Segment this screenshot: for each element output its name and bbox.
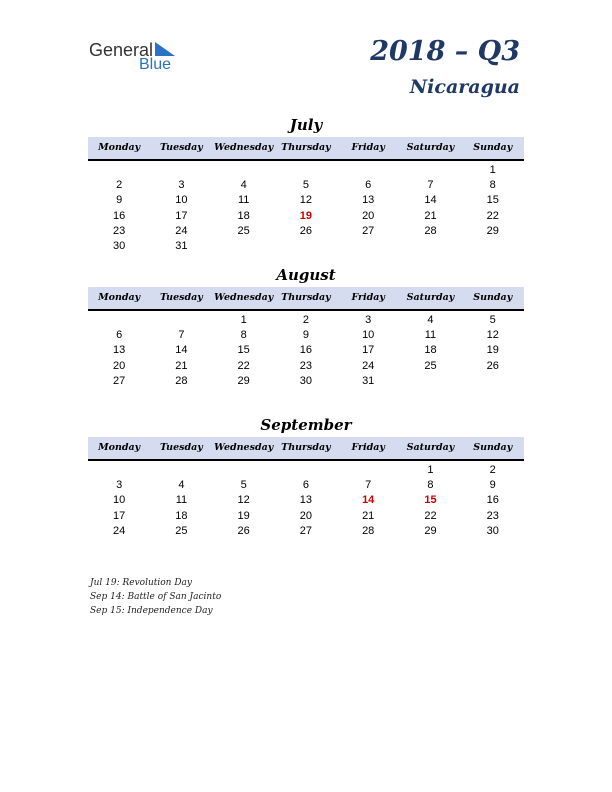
week-row (88, 328, 524, 343)
day-cell: 6 (365, 179, 372, 192)
month-september (88, 416, 524, 539)
day-cell: 18 (237, 209, 250, 222)
week-row (88, 493, 524, 508)
day-cell: 21 (362, 509, 375, 522)
weekday-header (88, 287, 524, 311)
day-cell: 12 (237, 494, 250, 507)
day-cell: 20 (362, 209, 375, 222)
empty-day-cell (462, 374, 524, 389)
weekday-label: Tuesday (159, 292, 203, 303)
week-row (88, 239, 524, 254)
page-title: 2018 – Q3 (370, 36, 520, 67)
generalblue-logo (89, 38, 189, 78)
day-cell: 20 (113, 359, 126, 372)
day-cell: 22 (237, 359, 250, 372)
empty-day-cell (337, 463, 399, 478)
day-cell: 21 (424, 209, 437, 222)
day-cell: 11 (175, 494, 188, 507)
week-row (88, 178, 524, 193)
day-cell: 20 (299, 509, 313, 522)
day-cell: 27 (113, 374, 126, 387)
day-cell: 30 (113, 239, 126, 252)
day-cell: 1 (240, 314, 247, 326)
weekday-label: Friday (351, 292, 385, 303)
week-row (88, 193, 524, 208)
weekday-label: Thursday (281, 442, 331, 453)
day-cell: 3 (178, 179, 185, 192)
weekday-label: Saturday (406, 442, 455, 453)
day-cell: 13 (299, 494, 313, 507)
week-row (88, 224, 524, 239)
weekday-label: Saturday (406, 142, 455, 153)
holiday-note: Sep 15: Independence Day (90, 606, 213, 616)
week-row (88, 478, 524, 493)
weekday-label: Monday (98, 442, 141, 453)
month-grid (88, 463, 524, 539)
day-cell: 31 (362, 374, 375, 387)
day-cell: 26 (486, 359, 499, 372)
day-cell: 24 (362, 359, 375, 372)
day-cell: 22 (424, 509, 437, 522)
day-cell: 1 (489, 164, 496, 176)
empty-day-cell (337, 163, 399, 178)
day-cell: 29 (237, 374, 250, 387)
day-cell: 28 (362, 524, 375, 537)
day-cell: 2 (116, 179, 123, 192)
day-cell: 23 (113, 224, 126, 237)
empty-day-cell (399, 163, 461, 178)
day-cell: 7 (427, 179, 434, 192)
day-cell: 11 (424, 329, 437, 342)
day-cell: 10 (175, 194, 188, 207)
month-title: July (289, 116, 323, 134)
holiday-note: Sep 14: Battle of San Jacinto (90, 592, 222, 602)
day-cell: 9 (489, 479, 496, 492)
day-cell: 17 (113, 509, 126, 522)
logo-word-blue: Blue (139, 56, 172, 73)
weekday-label: Sunday (473, 442, 513, 453)
day-cell: 3 (116, 479, 123, 492)
day-cell: 28 (175, 374, 188, 387)
day-cell: 9 (116, 194, 123, 207)
country-name: Nicaragua (409, 76, 520, 98)
day-cell: 14 (175, 344, 188, 357)
day-cell: 17 (175, 209, 188, 222)
empty-day-cell (213, 463, 275, 478)
empty-day-cell (213, 239, 275, 254)
day-cell: 9 (302, 329, 309, 342)
empty-day-cell (399, 374, 461, 389)
day-cell: 11 (237, 194, 250, 207)
day-cell: 15 (424, 494, 437, 507)
day-cell: 4 (240, 179, 247, 192)
month-july (88, 116, 524, 254)
empty-day-cell (213, 163, 275, 178)
day-cell: 24 (175, 224, 188, 237)
day-cell: 31 (175, 239, 188, 252)
week-row (88, 374, 524, 389)
empty-day-cell (337, 239, 399, 254)
day-cell: 12 (299, 194, 313, 207)
day-cell: 4 (178, 479, 185, 492)
day-cell: 18 (424, 344, 437, 357)
day-cell: 8 (489, 179, 496, 192)
holiday-note: Jul 19: Revolution Day (90, 578, 193, 588)
day-cell: 5 (489, 314, 496, 326)
weekday-label: Saturday (406, 292, 455, 303)
day-cell: 19 (299, 209, 313, 222)
day-cell: 24 (113, 524, 126, 537)
week-row (88, 209, 524, 224)
day-cell: 10 (113, 494, 126, 507)
day-cell: 13 (113, 344, 126, 357)
logo-word-general: General (89, 40, 154, 60)
day-cell: 6 (302, 479, 309, 492)
day-cell: 25 (424, 359, 437, 372)
week-row (88, 524, 524, 539)
weekday-label: Wednesday (214, 292, 274, 303)
empty-day-cell (88, 463, 150, 478)
week-row (88, 343, 524, 358)
day-cell: 1 (427, 464, 434, 476)
day-cell: 15 (237, 344, 250, 357)
month-grid (88, 313, 524, 389)
day-cell: 16 (113, 209, 126, 222)
day-cell: 29 (486, 224, 499, 237)
weekday-label: Friday (351, 142, 385, 153)
empty-day-cell (275, 463, 337, 478)
empty-day-cell (88, 163, 150, 178)
weekday-label: Thursday (281, 292, 331, 303)
week-row (88, 163, 524, 178)
weekday-label: Tuesday (159, 142, 203, 153)
holiday-notes (90, 576, 221, 618)
empty-day-cell (275, 239, 337, 254)
day-cell: 5 (240, 479, 247, 492)
day-cell: 7 (178, 329, 185, 342)
day-cell: 27 (362, 224, 375, 237)
day-cell: 16 (299, 344, 313, 357)
day-cell: 3 (365, 314, 372, 326)
day-cell: 7 (365, 479, 372, 492)
day-cell: 18 (175, 509, 188, 522)
day-cell: 25 (175, 524, 188, 537)
day-cell: 19 (237, 509, 250, 522)
month-title: September (260, 416, 352, 434)
day-cell: 22 (486, 209, 499, 222)
day-cell: 19 (486, 344, 499, 357)
empty-day-cell (150, 313, 212, 328)
day-cell: 8 (240, 329, 247, 342)
weekday-label: Monday (98, 142, 141, 153)
day-cell: 16 (486, 494, 499, 507)
weekday-label: Sunday (473, 142, 513, 153)
week-row (88, 313, 524, 328)
day-cell: 28 (424, 224, 437, 237)
month-title: August (276, 266, 336, 284)
day-cell: 12 (486, 329, 499, 342)
day-cell: 26 (237, 524, 250, 537)
day-cell: 23 (299, 359, 313, 372)
day-cell: 26 (299, 224, 313, 237)
week-row (88, 359, 524, 374)
day-cell: 25 (237, 224, 250, 237)
month-august (88, 266, 524, 389)
empty-day-cell (150, 463, 212, 478)
empty-day-cell (275, 163, 337, 178)
day-cell: 29 (424, 524, 437, 537)
weekday-label: Wednesday (214, 142, 274, 153)
day-cell: 21 (175, 359, 188, 372)
day-cell: 15 (486, 194, 499, 207)
weekday-label: Thursday (281, 142, 331, 153)
day-cell: 27 (299, 524, 313, 537)
weekday-label: Monday (98, 292, 141, 303)
day-cell: 2 (302, 314, 309, 326)
empty-day-cell (150, 163, 212, 178)
day-cell: 30 (299, 374, 313, 387)
day-cell: 6 (116, 329, 123, 342)
day-cell: 14 (424, 194, 437, 207)
day-cell: 17 (362, 344, 375, 357)
day-cell: 5 (302, 179, 309, 192)
weekday-label: Wednesday (214, 442, 274, 453)
weekday-label: Friday (351, 442, 385, 453)
week-row (88, 463, 524, 478)
empty-day-cell (88, 313, 150, 328)
empty-day-cell (399, 239, 461, 254)
week-row (88, 509, 524, 524)
weekday-label: Sunday (473, 292, 513, 303)
day-cell: 30 (486, 524, 499, 537)
day-cell: 2 (489, 464, 496, 476)
day-cell: 8 (427, 479, 434, 492)
day-cell: 10 (362, 329, 375, 342)
day-cell: 4 (427, 314, 434, 326)
weekday-header (88, 437, 524, 461)
day-cell: 23 (486, 509, 499, 522)
weekday-label: Tuesday (159, 442, 203, 453)
day-cell: 14 (362, 494, 375, 507)
empty-day-cell (462, 239, 524, 254)
month-grid (88, 163, 524, 254)
day-cell: 13 (362, 194, 375, 207)
weekday-header (88, 137, 524, 161)
